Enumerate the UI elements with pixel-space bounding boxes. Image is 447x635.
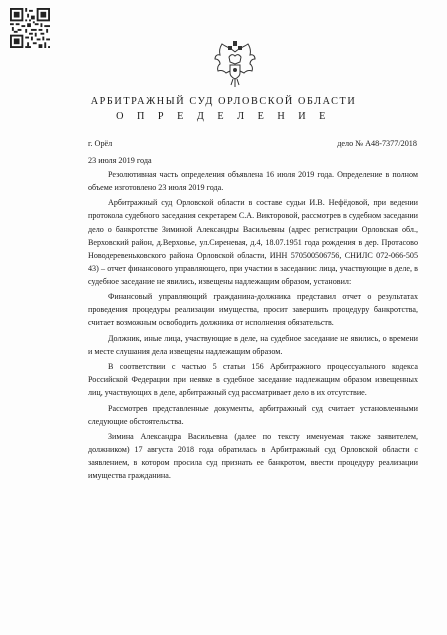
paragraph: Финансовый управляющий гражданина-должника представил отчет о результатах проведения процедуры реализации имущества, просит завершить процедуру банкротства, считает возможным освободить должника от исполнения обязательств.: [88, 292, 418, 328]
paragraph: Арбитражный суд Орловской области в составе судьи И.В. Нефёдовой, при ведении протокола судебного заседания секретарем С.А. Викторовой, рассмотрев в судебном заседании дело о банкротстве Зиминой Александры Васильевны (адрес регистрации Орловская обл., Верховский район, д.Верховье, ул.Сиреневая, д.4, 18.07.1951 года рождения в дер. Протасово Новодеревеньковского района Орловской области, ИНН 570500506756, СНИЛС 072-066-505 43) – отчет финансового управляющего, при участии в заседании: лица, участвующие в деле, в судебное заседание не явились, извещены надлежащим образом, установил:: [88, 198, 418, 286]
document-type-heading: О П Р Е Д Е Л Е Н И Е: [116, 111, 331, 122]
paragraph: Резолютивная часть определения объявлена 16 июля 2019 года. Определение в полном объеме изготовлено 23 июля 2019 года.: [88, 170, 418, 193]
city: г. Орёл: [88, 139, 113, 148]
paragraph: Зимина Александра Васильевна (далее по тексту именуемая также заявителем, должником) 17 августа 2018 года обратилась в Арбитражный суд Орловской области с заявлением, в котором просила суд признать ее банкротом, ввести процедуру реализации имущества гражданина.: [88, 431, 418, 481]
document-body: [88, 168, 418, 484]
coat-of-arms-icon: [212, 38, 258, 90]
paragraph: Рассмотрев представленные документы, арбитражный суд считает установленными следующие обстоятельства.: [88, 403, 418, 426]
case-number: дело № А48-7377/2018: [337, 139, 417, 148]
paragraph: Должник, иные лица, участвующие в деле, на судебное заседание не явились, о времени и месте слушания дела извещены надлежащим образом.: [88, 333, 418, 356]
qr-code-icon: [10, 8, 50, 48]
court-name: АРБИТРАЖНЫЙ СУД ОРЛОВСКОЙ ОБЛАСТИ: [90, 96, 357, 107]
paragraph: В соответствии с частью 5 статьи 156 Арбитражного процессуального кодекса Российской Федерации при неявке в судебное заседание надлежащим образом извещенных лиц, участвующих в деле, арбитражный суд рассматривает дело в их отсутствие.: [88, 362, 418, 398]
document-date: 23 июля 2019 года: [88, 156, 152, 165]
